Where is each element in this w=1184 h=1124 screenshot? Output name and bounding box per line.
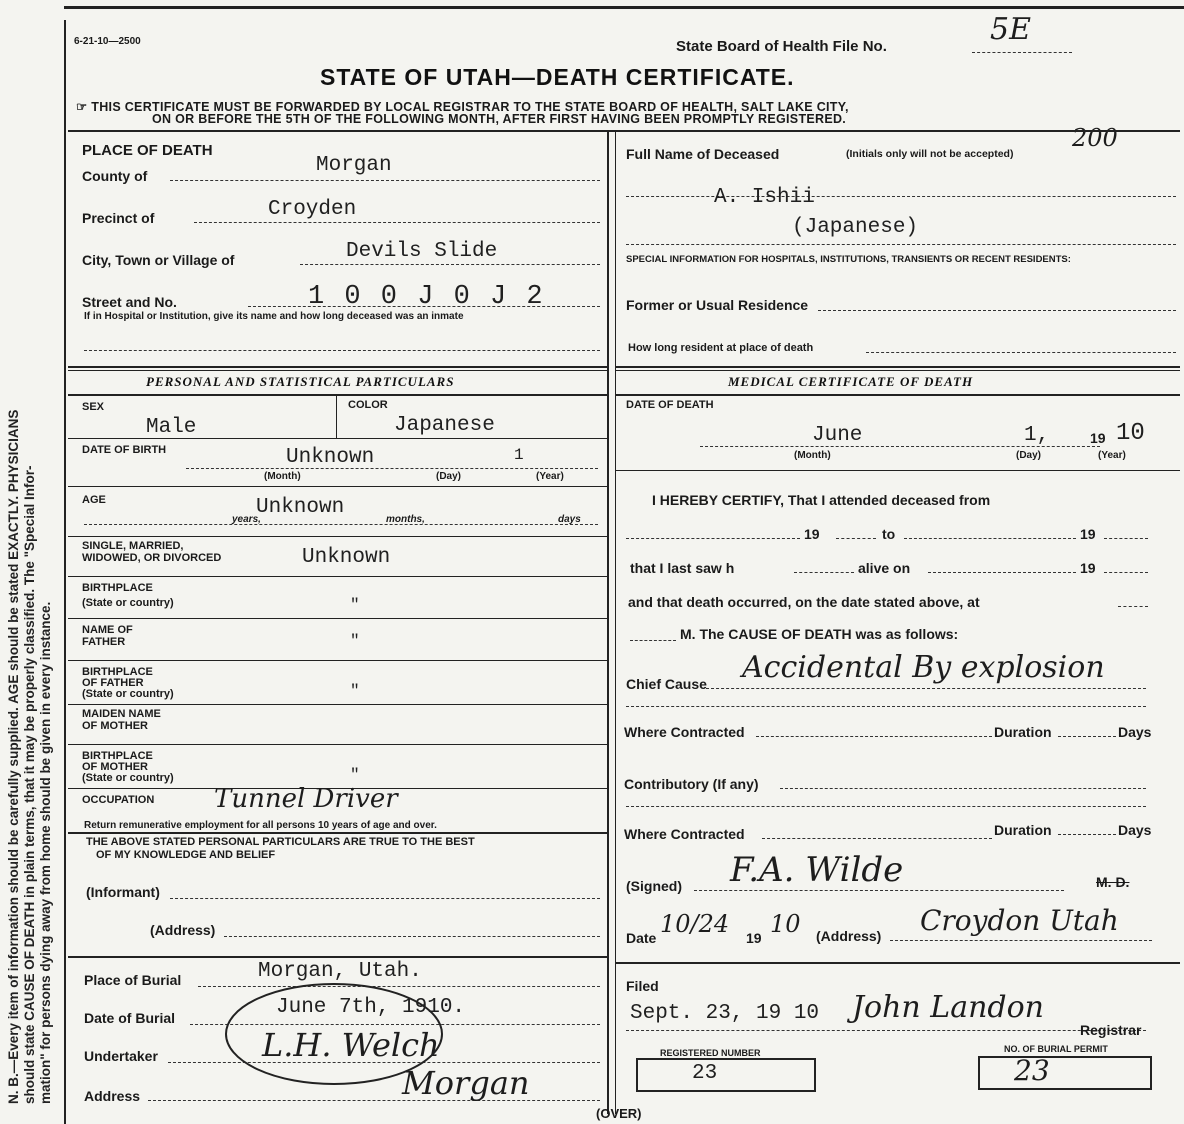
death-occurred-text: and that death occurred, on the date stated above, at xyxy=(628,594,980,610)
precinct-value: Croyden xyxy=(268,198,357,221)
city-label: City, Town or Village of xyxy=(82,252,235,268)
burial-permit-number: 23 xyxy=(1014,1054,1050,1087)
undertaker-signature: L.H. Welch xyxy=(262,1026,440,1064)
city-value: Devils Slide xyxy=(346,240,498,263)
mother-label-2: OF MOTHER xyxy=(82,720,148,732)
death-year-prefix: 19 xyxy=(1090,430,1106,446)
file-number: 5E xyxy=(990,12,1031,47)
burial-permit-label: NO. OF BURIAL PERMIT xyxy=(1004,1044,1108,1054)
occupation-value: Tunnel Driver xyxy=(214,784,398,814)
undertaker-label: Undertaker xyxy=(84,1048,158,1064)
md-label: M. D. xyxy=(1096,874,1130,890)
certificate-year-prefix: 19 xyxy=(746,930,762,946)
physician-address: Croydon Utah xyxy=(920,904,1119,937)
mother-birthplace-label-1: BIRTHPLACE xyxy=(82,750,153,762)
deceased-name: A. Ishii xyxy=(714,186,815,209)
burial-place-value: Morgan, Utah. xyxy=(258,960,422,983)
registered-number-box xyxy=(636,1058,816,1092)
notice-line-1: ☞ THIS CERTIFICATE MUST BE FORWARDED BY LOCAL REGISTRAR TO THE STATE BOARD OF HEALTH, SALT LAKE CITY, xyxy=(76,100,849,114)
occupation-label: OCCUPATION xyxy=(82,794,155,806)
sex-label: SEX xyxy=(82,401,105,413)
chief-cause-label: Chief Cause xyxy=(626,676,707,692)
burial-date-label: Date of Burial xyxy=(84,1010,176,1026)
marital-label-1: SINGLE, MARRIED, xyxy=(82,540,184,552)
burial-date-value: June 7th, 1910. xyxy=(276,996,466,1019)
street-value: 1 0 0 J 0 J 2 xyxy=(308,282,545,312)
from-year-prefix: 19 xyxy=(804,526,820,542)
mother-birthplace-value: " xyxy=(350,766,360,784)
undertaker-address-label: Address xyxy=(84,1088,141,1104)
marital-label-2: WIDOWED, OR DIVORCED xyxy=(82,552,222,564)
alive-year-prefix: 19 xyxy=(1080,560,1096,576)
certificate-title: STATE OF UTAH—DEATH CERTIFICATE. xyxy=(320,64,795,90)
special-information: SPECIAL INFORMATION FOR HOSPITALS, INSTITUTIONS, TRANSIENTS OR RECENT RESIDENTS: xyxy=(626,254,1071,265)
occupation-note: Return remunerative employment for all persons 10 years of age and over. xyxy=(84,820,437,831)
father-birthplace-label-1: BIRTHPLACE xyxy=(82,666,153,678)
months-label: months, xyxy=(386,514,425,525)
chief-cause-value: Accidental By explosion xyxy=(742,650,1105,685)
side-note-line-3: mation" for persons dying away from home should be given in every instance. xyxy=(38,601,53,1104)
county-value: Morgan xyxy=(316,154,392,177)
birthplace-value: " xyxy=(350,596,360,614)
dob-label: DATE OF BIRTH xyxy=(82,444,167,456)
undertaker-seal xyxy=(222,980,446,1088)
certify-text: I HEREBY CERTIFY, That I attended deceased from xyxy=(652,492,991,508)
full-name-note: (Initials only will not be accepted) xyxy=(846,148,1014,160)
mother-birthplace-label-3: (State or country) xyxy=(82,772,174,784)
years-label: years, xyxy=(232,514,261,525)
top-border xyxy=(64,6,1184,9)
filed-date: Sept. 23, 19 10 xyxy=(630,1002,820,1025)
corner-number: 200 xyxy=(1072,124,1118,152)
cause-of-death-heading: M. The CAUSE OF DEATH was as follows: xyxy=(680,626,959,642)
father-birthplace-label-2: OF FATHER xyxy=(82,677,144,689)
side-note-line-1: N. B.—Every item of information should be carefully supplied. AGE should be stated EXACTLY. PHYSICIANS xyxy=(6,409,21,1104)
county-label: County of xyxy=(82,168,148,184)
registered-number: 23 xyxy=(692,1062,718,1085)
residence-label: Former or Usual Residence xyxy=(626,297,809,313)
days-label-1: Days xyxy=(1118,724,1152,740)
days-label: days xyxy=(558,514,581,525)
age-value: Unknown xyxy=(256,496,345,519)
physician-signature: F.A. Wilde xyxy=(730,850,904,890)
birthplace-label-2: (State or country) xyxy=(82,597,174,609)
certificate-date-label: Date xyxy=(626,930,657,946)
color-value: Japanese xyxy=(394,414,495,437)
color-label: COLOR xyxy=(348,399,388,411)
informant-label: (Informant) xyxy=(86,884,160,900)
death-year: 10 xyxy=(1116,420,1145,447)
dob-value: Unknown xyxy=(286,446,375,469)
father-label-1: NAME OF xyxy=(82,624,133,636)
dob-day-value: 1 xyxy=(514,446,524,464)
where-contracted-label-1: Where Contracted xyxy=(624,724,745,740)
informant-address-label: (Address) xyxy=(150,922,216,938)
sex-value: Male xyxy=(146,416,197,439)
burial-permit-box xyxy=(978,1056,1152,1090)
death-day-label: (Day) xyxy=(1016,450,1042,461)
contributory-label: Contributory (If any) xyxy=(624,776,759,792)
death-month-label: (Month) xyxy=(794,450,831,461)
mother-birthplace-label-2: OF MOTHER xyxy=(82,761,148,773)
birthplace-label-1: BIRTHPLACE xyxy=(82,582,153,594)
mother-label-1: MAIDEN NAME xyxy=(82,708,161,720)
medical-heading: MEDICAL CERTIFICATE OF DEATH xyxy=(728,374,974,389)
registrar-label: Registrar xyxy=(1080,1022,1142,1038)
side-note-line-2: should state CAUSE OF DEATH in plain terms, that it may be properly classified. The "Special Infor- xyxy=(22,465,37,1104)
death-year-label: (Year) xyxy=(1098,450,1126,461)
file-number-label: State Board of Health File No. xyxy=(676,38,887,55)
last-saw-text: that I last saw h xyxy=(630,560,735,576)
undertaker-address: Morgan xyxy=(402,1064,530,1102)
father-value: " xyxy=(350,632,360,650)
burial-place-label: Place of Burial xyxy=(84,972,182,988)
alive-on-text: alive on xyxy=(858,560,911,576)
father-birthplace-label-3: (State or country) xyxy=(82,688,174,700)
age-label: AGE xyxy=(82,494,106,506)
notice-line-2: ON OR BEFORE THE 5TH OF THE FOLLOWING MONTH, AFTER FIRST HAVING BEEN PROMPTLY REGISTERED. xyxy=(152,112,847,126)
days-label-2: Days xyxy=(1118,822,1152,838)
street-label: Street and No. xyxy=(82,294,177,310)
duration-label-2: Duration xyxy=(994,822,1052,838)
form-number: 6-21-10—2500 xyxy=(74,36,141,47)
full-name-label: Full Name of Deceased xyxy=(626,146,780,162)
to-label: to xyxy=(882,526,896,542)
true-line-2: OF MY KNOWLEDGE AND BELIEF xyxy=(96,849,276,861)
death-month: June xyxy=(812,424,863,447)
where-contracted-label-2: Where Contracted xyxy=(624,826,745,842)
place-of-death-heading: PLACE OF DEATH xyxy=(82,142,213,159)
to-year-prefix: 19 xyxy=(1080,526,1096,542)
filed-label: Filed xyxy=(626,978,659,994)
registrar-signature: John Landon xyxy=(852,990,1044,1025)
precinct-label: Precinct of xyxy=(82,210,155,226)
dob-day-label: (Day) xyxy=(436,471,462,482)
center-divider xyxy=(607,130,609,1114)
physician-address-label: (Address) xyxy=(816,928,882,944)
personal-heading: PERSONAL AND STATISTICAL PARTICULARS xyxy=(146,374,455,389)
resident-duration-label: How long resident at place of death xyxy=(628,342,814,354)
over-label: (OVER) xyxy=(596,1106,642,1121)
certificate-date-value: 10/24 xyxy=(660,910,730,938)
signed-label: (Signed) xyxy=(626,878,682,894)
certificate-year: 10 xyxy=(770,910,801,938)
date-of-death-label: DATE OF DEATH xyxy=(626,399,714,411)
dob-month-label: (Month) xyxy=(264,471,301,482)
registered-number-label: REGISTERED NUMBER xyxy=(660,1048,761,1058)
true-line-1: THE ABOVE STATED PERSONAL PARTICULARS ARE TRUE TO THE BEST xyxy=(86,836,475,848)
dob-year-label: (Year) xyxy=(536,471,564,482)
father-birthplace-value: " xyxy=(350,682,360,700)
duration-label-1: Duration xyxy=(994,724,1052,740)
deceased-nationality: (Japanese) xyxy=(792,216,919,239)
death-day: 1, xyxy=(1024,424,1050,447)
left-border xyxy=(64,20,66,1124)
hospital-note: If in Hospital or Institution, give its name and how long deceased was an inmate xyxy=(84,311,464,322)
father-label-2: FATHER xyxy=(82,636,126,648)
marital-value: Unknown xyxy=(302,546,391,569)
